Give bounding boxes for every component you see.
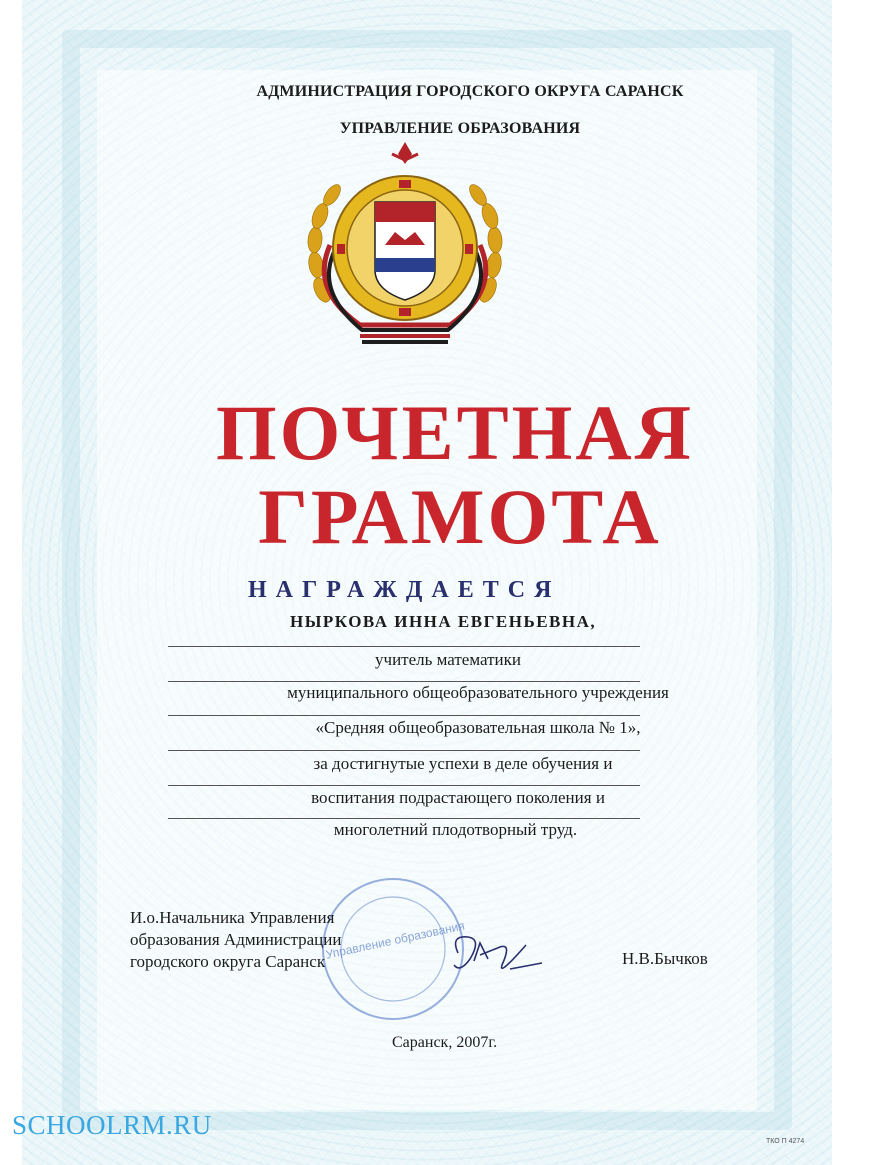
underline <box>168 785 640 786</box>
stamp-text: Управление образования <box>324 918 466 962</box>
underline <box>168 750 640 751</box>
position-line: образования Администрации <box>130 930 342 949</box>
department-header: УПРАВЛЕНИЕ ОБРАЗОВАНИЯ <box>339 120 581 137</box>
award-text-line: за достигнутые успехи в деле обучения и <box>313 754 613 773</box>
underline <box>168 681 640 682</box>
coat-of-arms-emblem <box>300 140 510 355</box>
site-watermark: SCHOOLRM.RU <box>12 1110 212 1140</box>
recipient-name: НЫРКОВА ИННА ЕВГЕНЬЕВНА, <box>290 612 597 631</box>
award-text-line: воспитания подрастающего поколения и <box>311 788 605 807</box>
underline <box>168 715 640 716</box>
award-text-line: многолетний плодотворный труд. <box>333 820 578 839</box>
underline <box>168 646 640 647</box>
place-date: Саранск, 2007г. <box>392 1034 498 1051</box>
handwritten-signature <box>440 925 550 985</box>
print-mark: ТКО П 4274 <box>766 1138 805 1145</box>
position-line: И.о.Начальника Управления <box>130 908 335 927</box>
award-text-line: муниципального общеобразовательного учреждения <box>287 683 669 702</box>
title-line-2: ГРАМОТА <box>258 473 662 560</box>
position-line: городского округа Саранск <box>130 952 326 971</box>
underline <box>168 818 640 819</box>
award-text-line: учитель математики <box>375 650 521 669</box>
signer-name: Н.В.Бычков <box>622 949 708 968</box>
awarded-label: НАГРАЖДАЕТСЯ <box>248 577 561 603</box>
signatory-position <box>130 907 341 973</box>
award-text-line: «Средняя общеобразовательная школа № 1», <box>315 718 641 737</box>
administration-header: АДМИНИСТРАЦИЯ ГОРОДСКОГО ОКРУГА САРАНСК <box>256 83 684 100</box>
title-line-1: ПОЧЕТНАЯ <box>215 389 695 476</box>
